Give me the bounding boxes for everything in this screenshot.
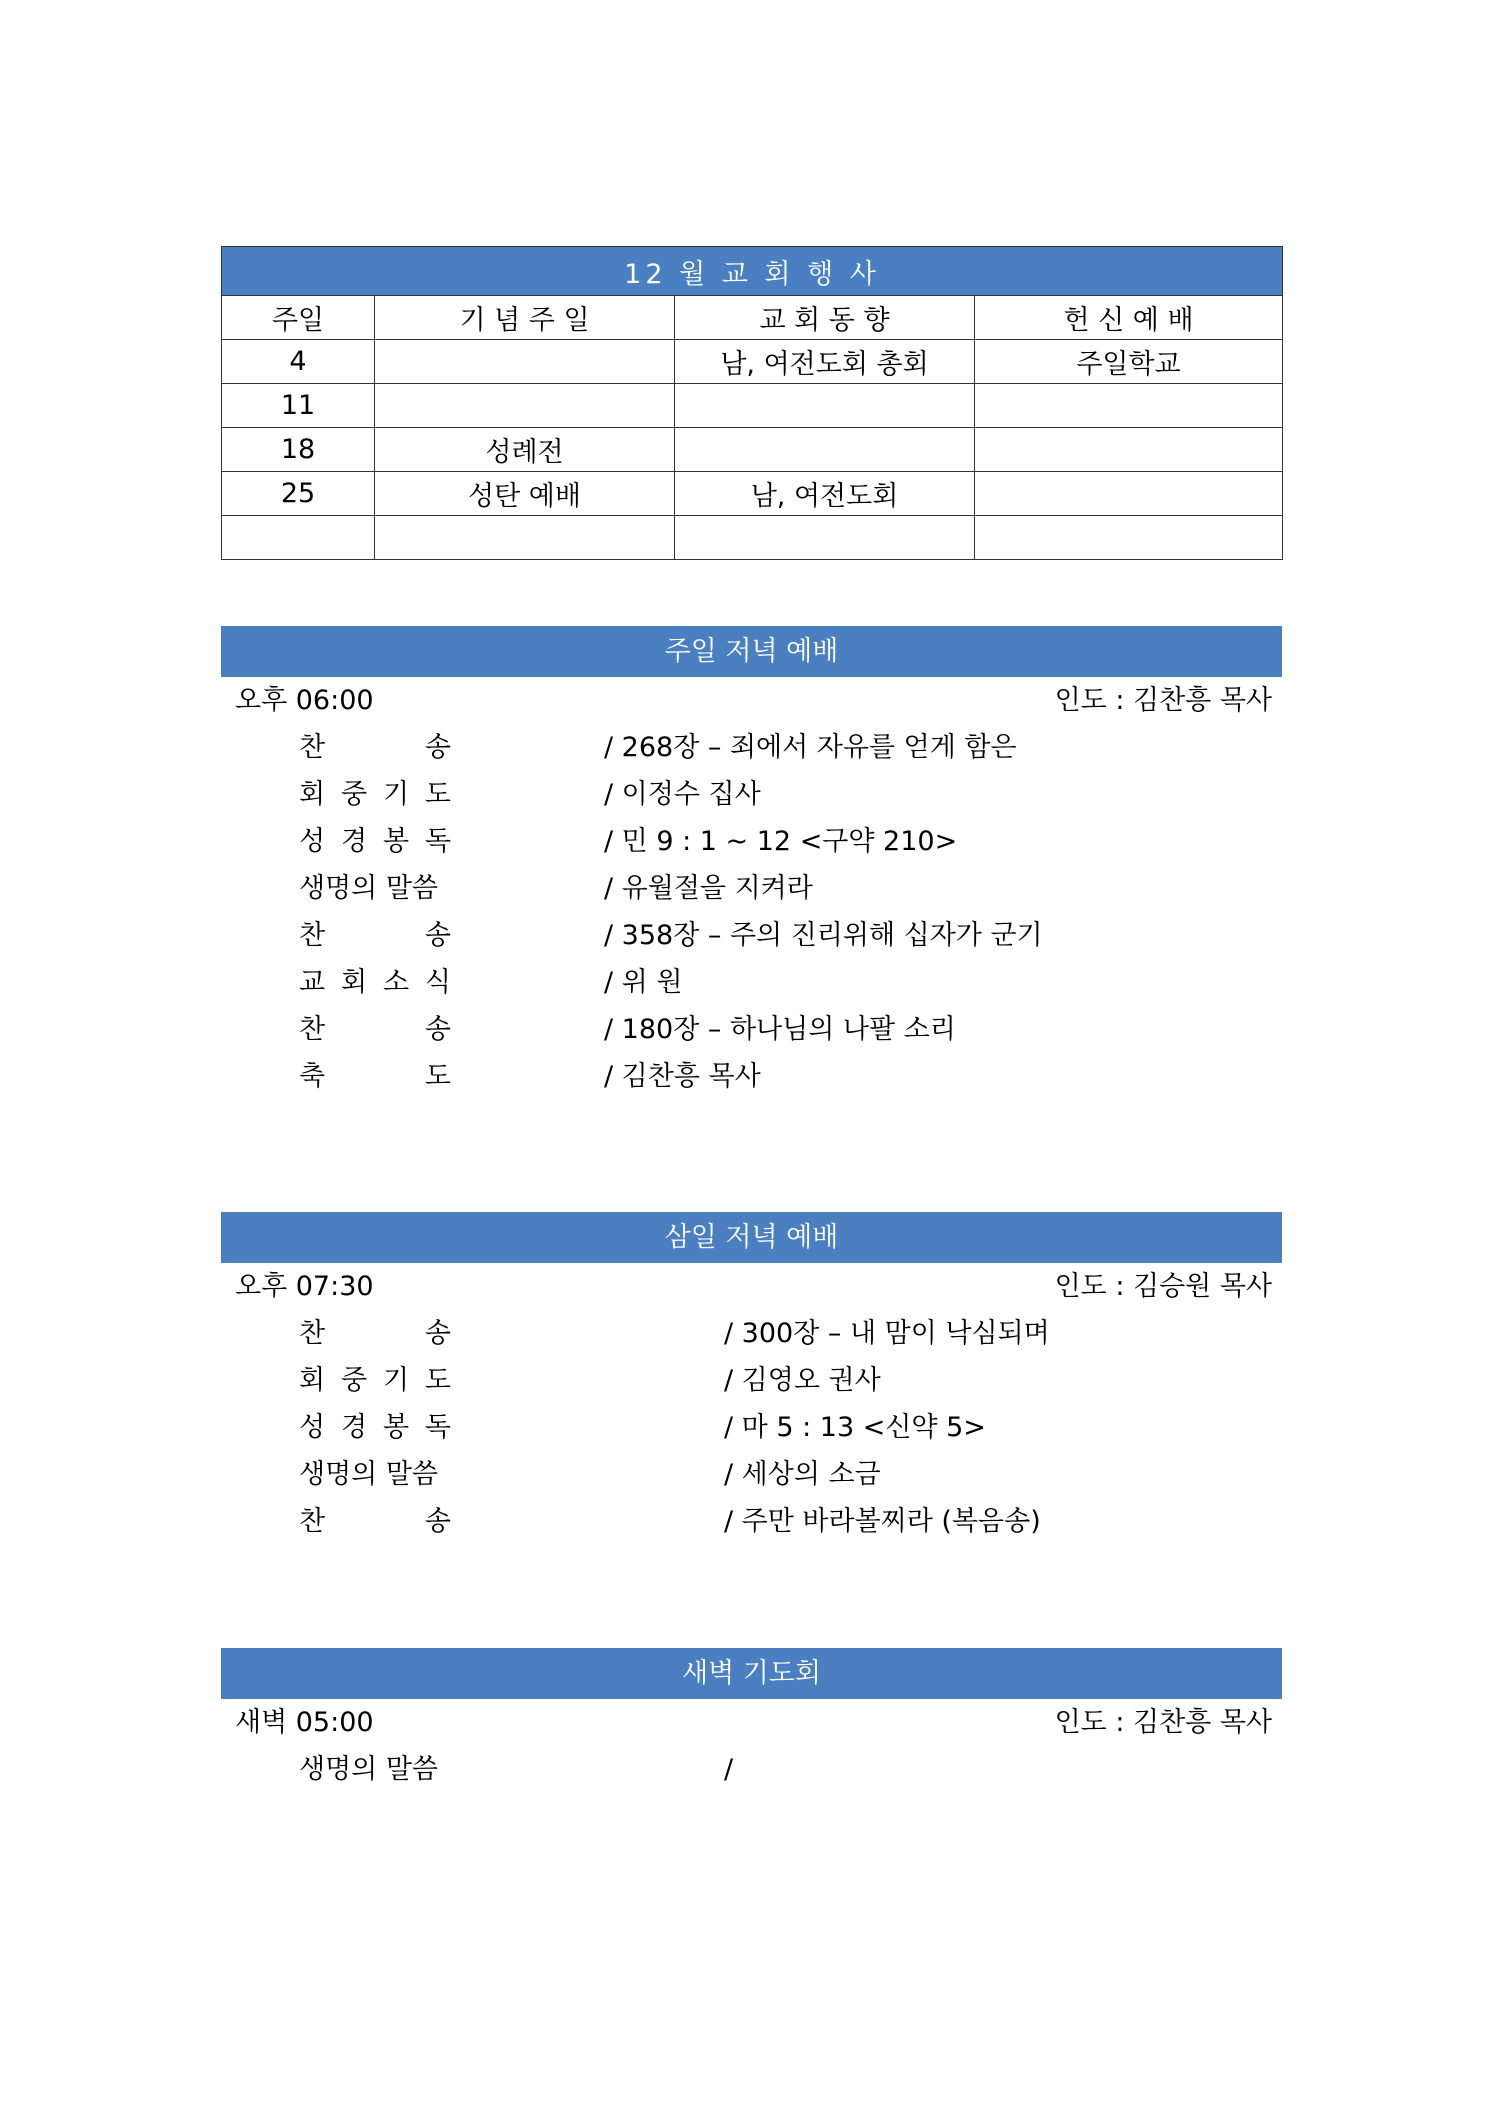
- item-label: 찬 송: [299, 1014, 451, 1045]
- table-cell: [975, 428, 1283, 472]
- item-value: / 180장 – 하나님의 나팔 소리: [604, 1014, 956, 1045]
- events-title-row: [222, 247, 1283, 296]
- events-title: 12 월 교 회 행 사: [222, 247, 1283, 296]
- list-item: [221, 1053, 1282, 1100]
- list-item: [221, 1404, 1282, 1451]
- item-value: / 김찬흥 목사: [604, 1061, 761, 1092]
- service-leader: 인도 : 김찬흥 목사: [1054, 1707, 1272, 1738]
- table-cell: 남, 여전도회: [675, 472, 975, 516]
- item-label: 생명의 말씀: [299, 873, 438, 904]
- table-cell: [675, 428, 975, 472]
- item-label: 성 경 봉 독: [299, 1412, 451, 1443]
- col-header-trends: 교 회 동 향: [675, 296, 975, 340]
- events-header-row: [222, 296, 1283, 340]
- item-label: 찬 송: [299, 920, 451, 951]
- table-cell: 25: [222, 472, 375, 516]
- item-label: 찬 송: [299, 1506, 451, 1537]
- table-cell: 성례전: [375, 428, 675, 472]
- list-item: [221, 1310, 1282, 1357]
- service-leader: 인도 : 김찬흥 목사: [1054, 685, 1272, 716]
- service-time: 오후 07:30: [235, 1271, 374, 1302]
- item-value: / 위 원: [604, 967, 683, 998]
- item-value: / 세상의 소금: [724, 1459, 881, 1490]
- table-row: [222, 384, 1283, 428]
- section-info: [221, 1263, 1282, 1310]
- col-header-memorial: 기 념 주 일: [375, 296, 675, 340]
- item-label: 회 중 기 도: [299, 779, 451, 810]
- item-label: 찬 송: [299, 1318, 451, 1349]
- item-value: / 300장 – 내 맘이 낙심되며: [724, 1318, 1050, 1349]
- item-label: 생명의 말씀: [299, 1459, 438, 1490]
- item-label: 찬 송: [299, 732, 451, 763]
- col-header-week: 주일: [222, 296, 375, 340]
- service-leader: 인도 : 김승원 목사: [1054, 1271, 1272, 1302]
- list-item: [221, 1357, 1282, 1404]
- table-cell: 남, 여전도회 총회: [675, 340, 975, 384]
- item-label: 생명의 말씀: [299, 1754, 438, 1785]
- item-value: / 358장 – 주의 진리위해 십자가 군기: [604, 920, 1043, 951]
- item-value: / 김영오 권사: [724, 1365, 881, 1396]
- list-item: [221, 912, 1282, 959]
- list-item: [221, 1451, 1282, 1498]
- events-table: [221, 246, 1283, 560]
- service-time: 오후 06:00: [235, 685, 374, 716]
- table-row: [222, 340, 1283, 384]
- section-info: [221, 1699, 1282, 1746]
- item-label: 축 도: [299, 1061, 451, 1092]
- list-item: [221, 1006, 1282, 1053]
- table-cell: 11: [222, 384, 375, 428]
- item-value: / 이정수 집사: [604, 779, 761, 810]
- table-cell: [222, 516, 375, 560]
- section-info: [221, 677, 1282, 724]
- service-time: 새벽 05:00: [235, 1707, 374, 1738]
- table-cell: [975, 384, 1283, 428]
- table-cell: [375, 340, 675, 384]
- item-value: / 민 9 : 1 ~ 12 <구약 210>: [604, 826, 958, 857]
- list-item: [221, 1498, 1282, 1545]
- item-value: / 주만 바라볼찌라 (복음송): [724, 1506, 1041, 1537]
- item-value: /: [724, 1754, 734, 1785]
- table-row: [222, 428, 1283, 472]
- item-value: / 268장 – 죄에서 자유를 얻게 함은: [604, 732, 1017, 763]
- item-label: 회 중 기 도: [299, 1365, 451, 1396]
- table-cell: [975, 472, 1283, 516]
- section-title: 삼일 저녁 예배: [221, 1212, 1282, 1263]
- dawn-prayer-section: [221, 1648, 1282, 1793]
- item-value: / 마 5 : 13 <신약 5>: [724, 1412, 986, 1443]
- section-title: 새벽 기도회: [221, 1648, 1282, 1699]
- table-cell: [675, 384, 975, 428]
- list-item: [221, 959, 1282, 1006]
- list-item: [221, 1746, 1282, 1793]
- item-label: 교 회 소 식: [299, 967, 451, 998]
- table-cell: 성탄 예배: [375, 472, 675, 516]
- table-cell: [375, 516, 675, 560]
- list-item: [221, 771, 1282, 818]
- item-value: / 유월절을 지켜라: [604, 873, 813, 904]
- table-cell: [975, 516, 1283, 560]
- table-row: [222, 472, 1283, 516]
- sunday-evening-section: [221, 626, 1282, 1100]
- table-cell: 주일학교: [975, 340, 1283, 384]
- col-header-dedication: 헌 신 예 배: [975, 296, 1283, 340]
- table-cell: [375, 384, 675, 428]
- table-cell: 18: [222, 428, 375, 472]
- section-title: 주일 저녁 예배: [221, 626, 1282, 677]
- table-cell: [675, 516, 975, 560]
- table-cell: 4: [222, 340, 375, 384]
- list-item: [221, 724, 1282, 771]
- list-item: [221, 865, 1282, 912]
- list-item: [221, 818, 1282, 865]
- wednesday-evening-section: [221, 1212, 1282, 1545]
- table-row: [222, 516, 1283, 560]
- item-label: 성 경 봉 독: [299, 826, 451, 857]
